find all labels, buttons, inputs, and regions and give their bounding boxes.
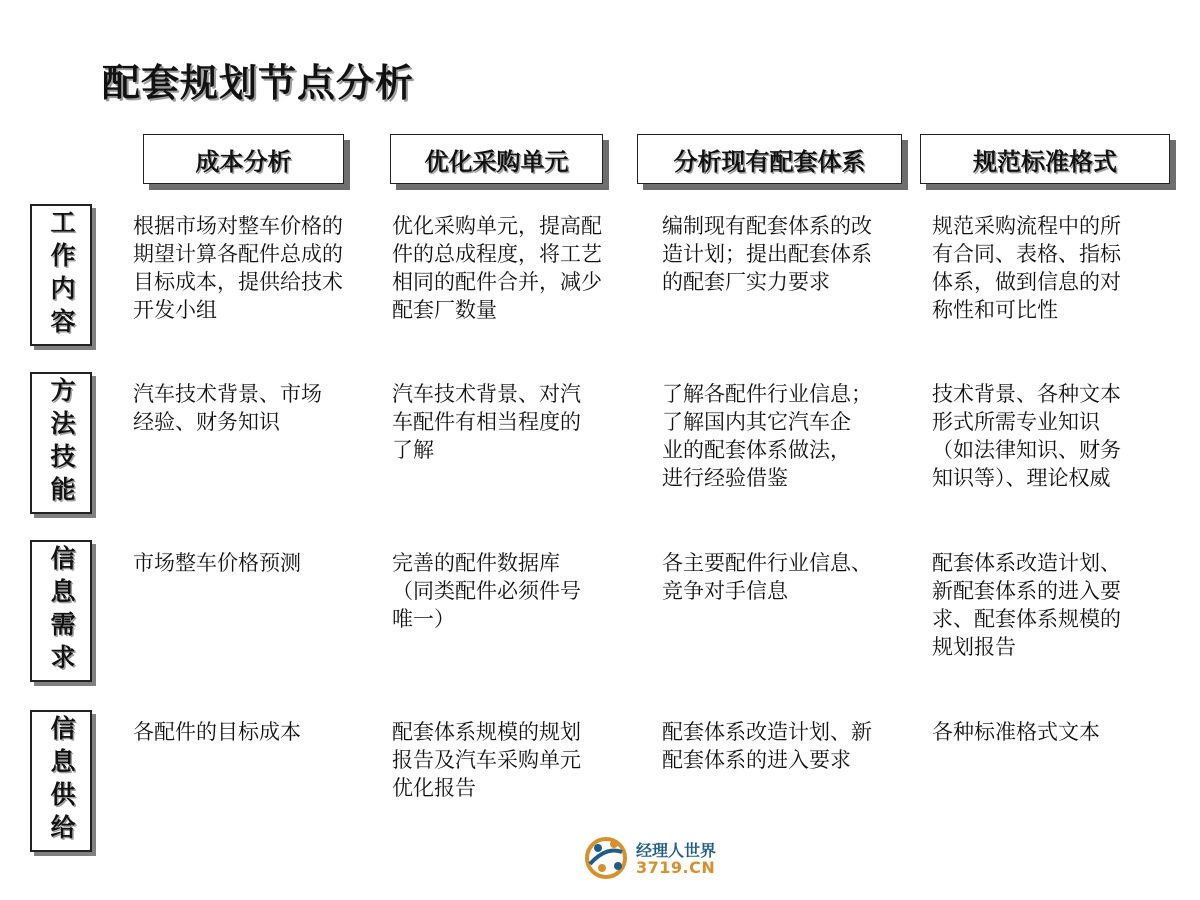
cell-work-content-purchasing: 优化采购单元，提高配 件的总成程度，将工艺 相同的配件合并，减少 配套厂数量 (392, 214, 602, 322)
cell-methods-standard: 技术背景、各种文本 形式所需专业知识 （如法律知识、财务 知识等）、理论权威 (932, 382, 1121, 490)
row-header-info-supply: 信息供给 (30, 710, 92, 852)
cell-info-supply-cost: 各配件的目标成本 (133, 720, 301, 744)
cell-work-content-supply: 编制现有配套体系的改 造计划；提出配套体系 的配套厂实力要求 (662, 214, 872, 294)
row-header-methods-skills: 方法技能 (30, 372, 92, 514)
cell-info-supply-supply: 配套体系改造计划、新 配套体系的进入要求 (662, 720, 872, 772)
cell-info-needs-cost: 市场整车价格预测 (133, 551, 301, 575)
cell-methods-cost: 汽车技术背景、市场 经验、财务知识 (133, 382, 322, 434)
column-header-cost-analysis: 成本分析 (143, 134, 344, 184)
cell-work-content-standard: 规范采购流程中的所 有合同、表格、指标 体系，做到信息的对 称性和可比性 (932, 214, 1121, 322)
brand-logo (584, 836, 744, 880)
row-header-work-content: 工作内容 (30, 204, 92, 346)
page-title: 配套规划节点分析 (102, 61, 415, 105)
cell-info-needs-supply: 各主要配件行业信息、 竞争对手信息 (662, 551, 872, 603)
row-header-info-needs: 信息需求 (30, 540, 92, 682)
globe-people-icon (584, 836, 630, 880)
cell-methods-supply: 了解各配件行业信息； 了解国内其它汽车企 业的配套体系做法， 进行经验借鉴 (662, 382, 872, 490)
cell-info-needs-purchasing: 完善的配件数据库 （同类配件必须件号 唯一） (392, 551, 581, 631)
cell-info-needs-standard: 配套体系改造计划、 新配套体系的进入要 求、配套体系规模的 规划报告 (932, 551, 1121, 659)
cell-info-supply-standard: 各种标准格式文本 (932, 720, 1100, 744)
logo-domain: 3719.CN (636, 858, 716, 877)
cell-work-content-cost: 根据市场对整车价格的 期望计算各配件总成的 目标成本，提供给技术 开发小组 (133, 214, 343, 322)
cell-info-supply-purchasing: 配套体系规模的规划 报告及汽车采购单元 优化报告 (392, 720, 581, 800)
column-header-analyze-supply-system: 分析现有配套体系 (637, 134, 902, 184)
logo-name: 经理人世界 (636, 841, 717, 860)
cell-methods-purchasing: 汽车技术背景、对汽 车配件有相当程度的 了解 (392, 382, 581, 462)
column-header-optimize-purchasing: 优化采购单元 (390, 134, 603, 184)
column-header-standard-format: 规范标准格式 (920, 134, 1170, 184)
